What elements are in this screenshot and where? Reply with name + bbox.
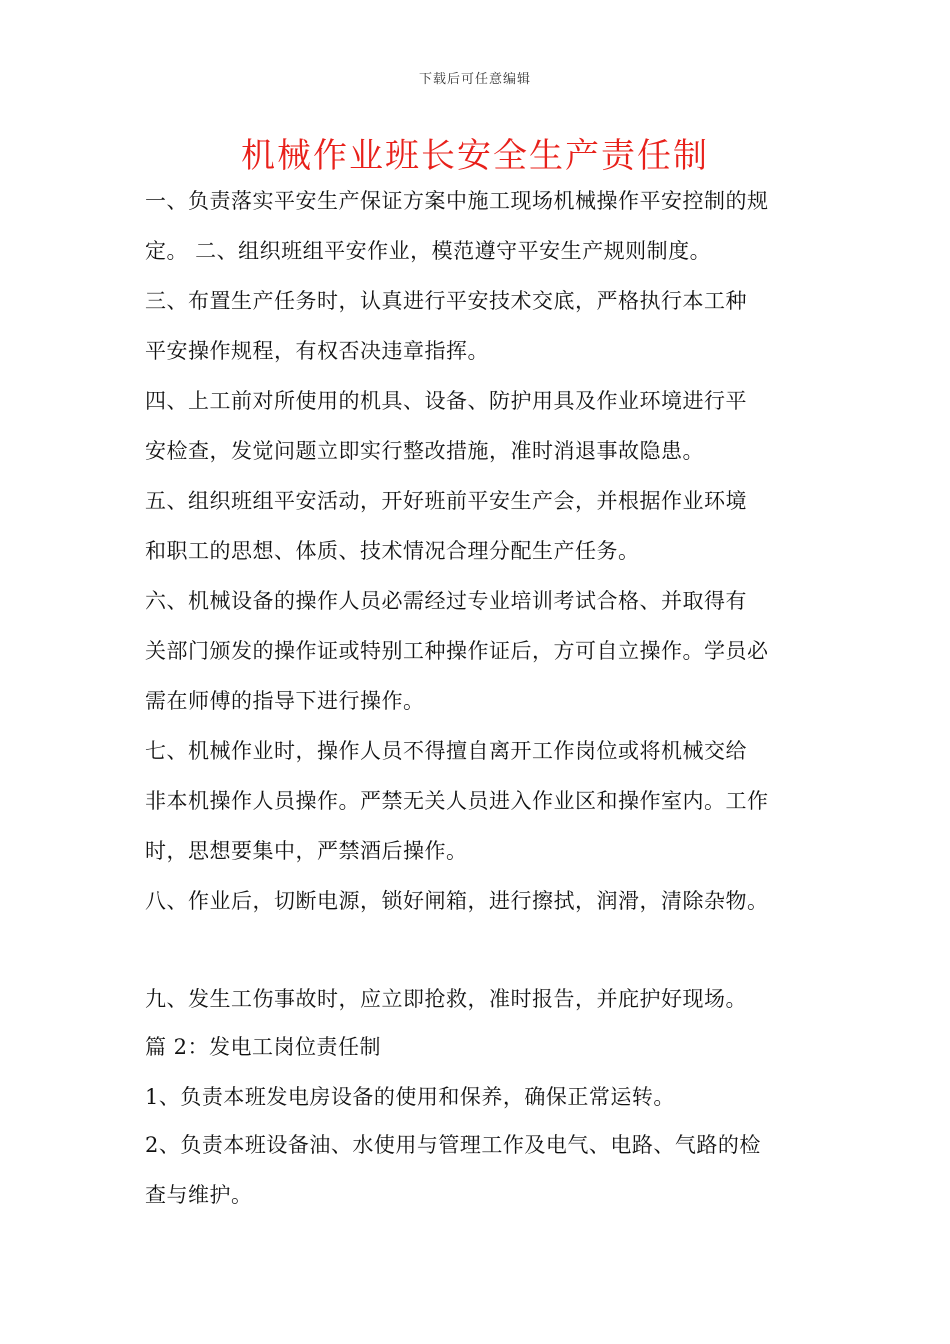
text-line: 三、布置生产任务时，认真进行平安技术交底，严格执行本工种 — [145, 289, 747, 313]
text-line: 五、组织班组平安活动，开好班前平安生产会，并根据作业环境 — [145, 489, 747, 513]
text-line: 1、负责本班发电房设备的使用和保养，确保正常运转。 — [145, 1085, 675, 1109]
text-line: 八、作业后，切断电源，锁好闸箱，进行擦拭，润滑，清除杂物。 — [145, 889, 769, 913]
text-line: 查与维护。 — [145, 1183, 253, 1207]
text-line: 九、发生工伤事故时，应立即抢救，准时报告，并庇护好现场。 — [145, 987, 747, 1011]
text-line: 安检查，发觉问题立即实行整改措施，准时消退事故隐患。 — [145, 439, 704, 463]
text-line: 四、上工前对所使用的机具、设备、防护用具及作业环境进行平 — [145, 389, 747, 413]
text-line: 非本机操作人员操作。严禁无关人员进入作业区和操作室内。工作 — [145, 789, 769, 813]
text-line: 需在师傅的指导下进行操作。 — [145, 689, 425, 713]
text-line: 一、负责落实平安生产保证方案中施工现场机械操作平安控制的规 — [145, 189, 769, 213]
text-line: 时，思想要集中，严禁酒后操作。 — [145, 839, 468, 863]
text-line: 2、负责本班设备油、水使用与管理工作及电气、电路、气路的检 — [145, 1133, 761, 1157]
text-line: 和职工的思想、体质、技术情况合理分配生产任务。 — [145, 539, 640, 563]
text-line: 篇 2：发电工岗位责任制 — [145, 1035, 382, 1059]
header-note: 下载后可任意编辑 — [418, 72, 531, 87]
text-line: 六、机械设备的操作人员必需经过专业培训考试合格、并取得有 — [145, 589, 747, 613]
text-line: 平安操作规程，有权否决违章指挥。 — [145, 339, 489, 363]
document-title: 机械作业班长安全生产责任制 — [241, 136, 709, 176]
text-line: 关部门颁发的操作证或特别工种操作证后，方可自立操作。学员必 — [145, 639, 769, 663]
text-line: 七、机械作业时，操作人员不得擅自离开工作岗位或将机械交给 — [145, 739, 747, 763]
text-line: 定。 二、组织班组平安作业，模范遵守平安生产规则制度。 — [145, 239, 712, 263]
